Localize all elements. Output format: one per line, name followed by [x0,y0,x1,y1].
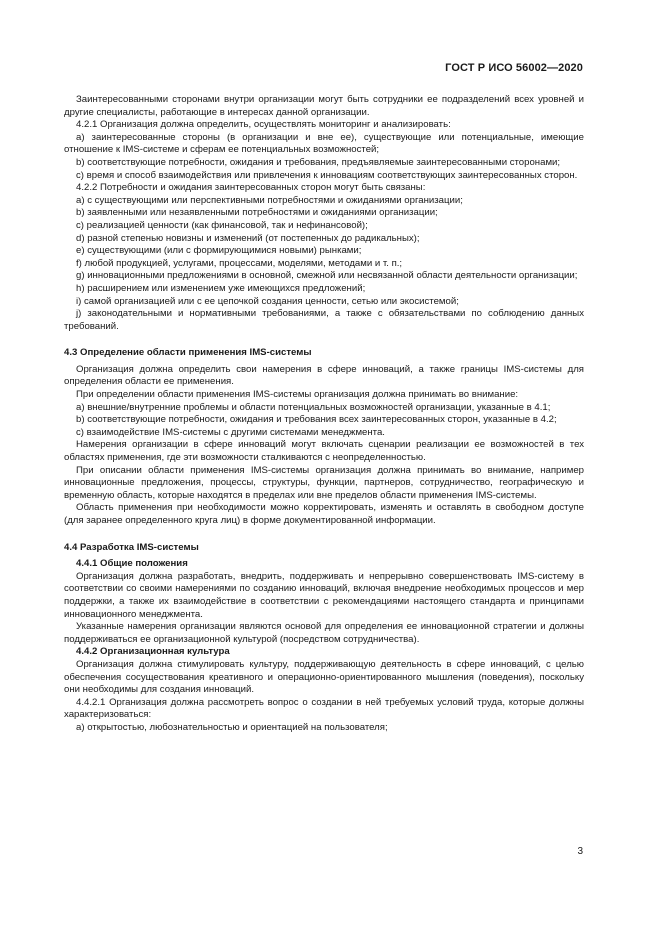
paragraph: При описании области применения IMS-системы организация должна принимать во внимание, например инновационные предложения, процессы, структуры, функции, партнеров, сотрудничество, географическую и временную область, которые находятся в пределах или вне пределов области применения IMS-системы. [64,464,584,501]
section-heading-4-3: 4.3 Определение области применения IMS-системы [64,347,312,359]
section-heading-4-4: 4.4 Разработка IMS-системы [64,541,199,553]
list-item: a) открытостью, любознательностью и ориентацией на пользователя; [76,721,388,733]
list-item: c) реализацией ценности (как финансовой, так и нефинансовой); [76,219,368,231]
list-item: h) расширением или изменением уже имеющихся предложений; [76,282,366,294]
list-item: i) самой организацией или с ее цепочкой создания ценности, сетью или экосистемой; [76,295,459,307]
clause-4-2-1: 4.2.1 Организация должна определить, осуществлять мониторинг и анализировать: [76,119,451,131]
clause-4-2-2: 4.2.2 Потребности и ожидания заинтересованных сторон могут быть связаны: [76,182,426,194]
paragraph: Заинтересованными сторонами внутри организации могут быть сотрудники ее подразделений всех уровней и другие специалисты, работающие в интересах данной организации. [64,94,584,118]
paragraph: При определении области применения IMS-системы организация должна принимать во внимание: [76,389,519,401]
list-item: b) соответствующие потребности, ожидания и требования, предъявляемые заинтересованными сторонами; [76,156,561,168]
list-item: a) внешние/внутренние проблемы и области потенциальных возможностей организации, указанные в 4.1; [76,401,551,413]
standard-header: ГОСТ Р ИСО 56002—2020 [445,62,583,74]
paragraph: Намерения организации в сфере инноваций могут включать сценарии реализации ее возможностей в тех областях применения, где эти возможности сталкиваются с неопределенностью. [64,439,584,464]
list-item: c) время и способ взаимодействия или привлечения к инновациям соответствующих заинтересованных сторон. [76,169,578,181]
list-item: d) разной степенью новизны и изменений (от постепенных до радикальных); [76,232,420,244]
clause-4-4-2-1: 4.4.2.1 Организация должна рассмотреть вопрос о создании в ней требуемых условий труда, которые должны характеризоваться: [64,696,584,721]
list-item: c) взаимодействие IMS-системы с другими системами менеджмента. [76,426,385,438]
list-item: a) с существующими или перспективными потребностями и ожиданиями организации; [76,194,463,206]
subsection-heading-4-4-2: 4.4.2 Организационная культура [76,646,230,658]
list-item: b) заявленными или незаявленными потребностями и ожиданиями организации; [76,207,438,219]
paragraph: Область применения при необходимости можно корректировать, изменять и оставлять в свободном доступе (для заранее определенного круга лиц) в форме документированной информации. [64,502,584,526]
page-number: 3 [577,846,583,857]
list-item: а) заинтересованные стороны (в организации и вне ее), существующие или потенциальные, имеющие отношение к IMS-системе и сферам ее потенциальных возможностей; [64,131,584,156]
paragraph: Организация должна стимулировать культуру, поддерживающую деятельность в сфере инноваций, с целью обеспечения сосуществования креативного и операционно-ориентированного мышления (поведения), поскольку они необходимы для создания инноваций. [64,658,584,696]
list-item: j) законодательными и нормативными требованиями, а также с обязательствами по соблюдению данных требований. [64,308,584,332]
document-body [64,94,584,735]
paragraph: Организация должна разработать, внедрить, поддерживать и непрерывно совершенствовать IMS-систему в соответствии со своими намерениями по созданию инноваций, включая внедрение необходимых процессов и мер поддержки, а также их взаимодействие в соответствии с рекомендациями настоящего стандарта и принципами инновационного менеджмента. [64,570,584,620]
subsection-heading-4-4-1: 4.4.1 Общие положения [76,558,188,570]
list-item: e) существующими (или с формирующимися новыми) рынками; [76,245,362,257]
list-item: g) инновационными предложениями в основной, смежной или несвязанной области деятельности организации; [76,270,578,282]
list-item: f) любой продукцией, услугами, процессами, моделями, методами и т. п.; [76,257,403,269]
paragraph: Организация должна определить свои намерения в сфере инноваций, а также границы IMS-системы для определения области ее применения. [64,363,584,388]
list-item: b) соответствующие потребности, ожидания и требования всех заинтересованных сторон, указанные в 4.2; [76,414,557,426]
paragraph: Указанные намерения организации являются основой для определения ее инновационной стратегии и должны поддерживаться ее организационной культурой (посредством сотрудничества). [64,621,584,645]
